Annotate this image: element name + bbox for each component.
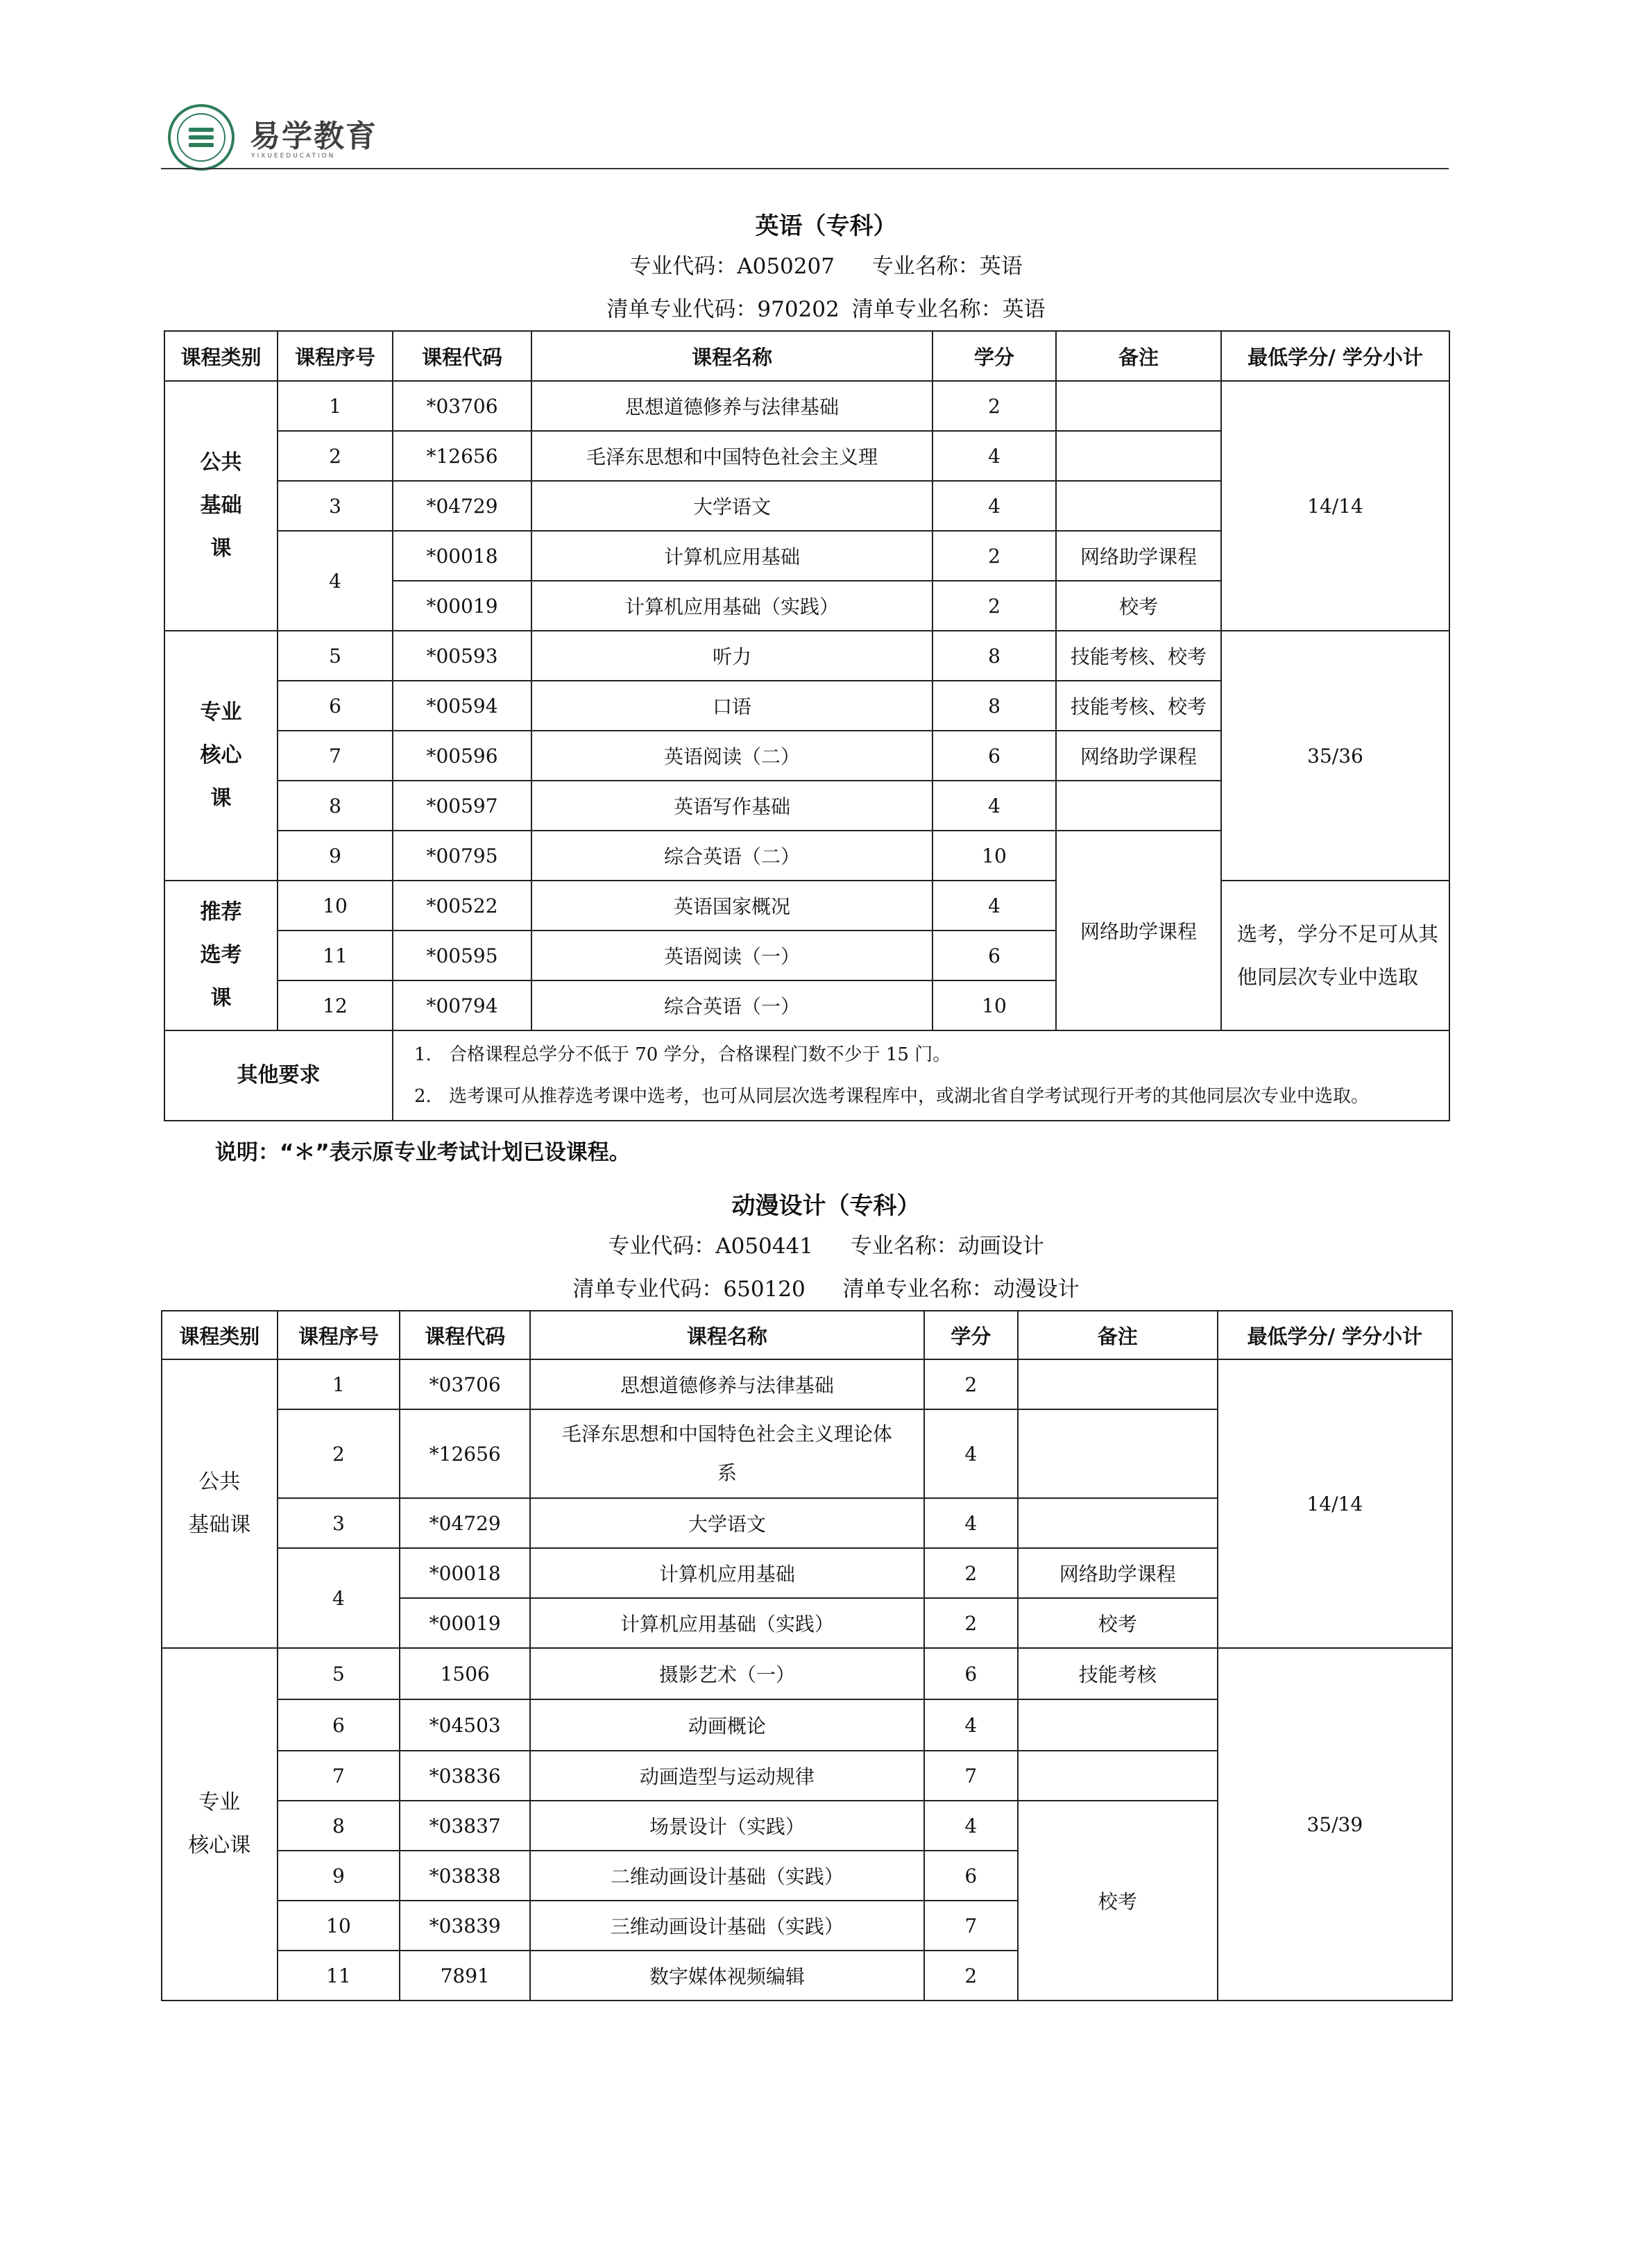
header-cell: 最低学分/ 学分小计 — [1221, 331, 1449, 381]
table-cell: 技能考核 — [1018, 1648, 1218, 1699]
table-cell: 6 — [278, 681, 393, 731]
cell-text: 他同层次专业中选取 — [1237, 965, 1419, 989]
other-label: 其他要求 — [164, 1030, 393, 1121]
cell-text: 毛泽东思想和中国特色社会主义理论体 — [561, 1423, 892, 1445]
table-cell: 8 — [278, 781, 393, 831]
table-cell: 综合英语（二） — [531, 831, 933, 881]
table-cell: 4 — [278, 531, 393, 631]
table-cell: 3 — [278, 1498, 400, 1548]
header-divider — [161, 168, 1449, 169]
table-row — [162, 1359, 1452, 1409]
header-cell: 课程名称 — [531, 331, 933, 381]
table-cell: 毛泽东思想和中国特色社会主义理 — [531, 431, 933, 481]
category-elective — [164, 881, 278, 1030]
table-cell: 7 — [278, 731, 393, 781]
table-cell: *00595 — [393, 931, 531, 980]
header-cell: 课程代码 — [393, 331, 531, 381]
english-major-info — [0, 248, 1652, 280]
table-cell: 6 — [933, 731, 1056, 781]
table-cell — [1056, 481, 1221, 531]
cell-text: 推荐 — [200, 900, 242, 924]
table-cell: 校考 — [1056, 581, 1221, 631]
english-major-name: 专业名称：英语 — [871, 254, 1023, 279]
remark-note: 说明：“＊”表示原专业考试计划已设课程。 — [215, 1140, 631, 1165]
header-cell: 课程代码 — [400, 1311, 530, 1359]
other-requirements — [393, 1030, 1449, 1121]
category-core — [164, 631, 278, 881]
header-cell: 课程类别 — [164, 331, 278, 381]
header-cell: 学分 — [933, 331, 1056, 381]
header-cell: 课程名称 — [530, 1311, 923, 1359]
english-major-code: 专业代码：A050207 — [629, 254, 835, 279]
cell-text — [414, 1076, 1442, 1117]
table-cell: 11 — [278, 931, 393, 980]
table-cell: *03838 — [400, 1851, 530, 1901]
cell-text: 公共 — [198, 1470, 241, 1494]
header-cell: 课程序号 — [278, 1311, 400, 1359]
table-cell: *04729 — [393, 481, 531, 531]
table-cell: 7 — [278, 1751, 400, 1801]
table-cell: *00795 — [393, 831, 531, 881]
table-cell: *12656 — [400, 1409, 530, 1498]
category-public — [164, 381, 278, 631]
table-cell — [1018, 1699, 1218, 1751]
table-cell: 8 — [933, 681, 1056, 731]
english-list-name: 清单专业名称：英语 — [851, 297, 1046, 322]
table-cell: 数字媒体视频编辑 — [530, 1951, 923, 2001]
table-cell: 二维动画设计基础（实践） — [530, 1851, 923, 1901]
table-cell: *00596 — [393, 731, 531, 781]
table-cell — [1018, 1359, 1218, 1409]
page-header — [161, 96, 1451, 169]
table-cell: *03836 — [400, 1751, 530, 1801]
table-cell: 2 — [933, 581, 1056, 631]
table-cell: *03837 — [400, 1801, 530, 1851]
table-row — [164, 881, 1449, 931]
brand-logo-icon — [167, 103, 236, 172]
table-cell: *00522 — [393, 881, 531, 931]
animation-title: 动漫设计（专科） — [731, 1192, 921, 1220]
table-cell: 2 — [924, 1951, 1018, 2001]
table-cell — [1056, 381, 1221, 431]
table-cell: 7 — [924, 1901, 1018, 1951]
subtotal-public: 14/14 — [1221, 381, 1449, 631]
table-cell: 口语 — [531, 681, 933, 731]
cell-text: 2. — [414, 1086, 432, 1107]
table-cell: 6 — [933, 931, 1056, 980]
table-cell: 英语写作基础 — [531, 781, 933, 831]
table-cell: *04729 — [400, 1498, 530, 1548]
table-cell: 英语阅读（二） — [531, 731, 933, 781]
header-cell: 课程序号 — [278, 331, 393, 381]
table-cell: 校考 — [1018, 1598, 1218, 1648]
table-cell: 8 — [278, 1801, 400, 1851]
header-cell: 课程类别 — [162, 1311, 278, 1359]
english-title: 英语（专科） — [755, 212, 897, 240]
table-cell: 10 — [278, 881, 393, 931]
table-cell: 动画造型与运动规律 — [530, 1751, 923, 1801]
brand-subtitle: YIXUEEDUCATION — [251, 153, 336, 160]
table-cell: 2 — [924, 1548, 1018, 1598]
table-cell: 1506 — [400, 1648, 530, 1699]
table-row — [164, 631, 1449, 681]
table-cell: 网络助学课程 — [1018, 1548, 1218, 1598]
table-cell: 场景设计（实践） — [530, 1801, 923, 1851]
table-cell: 4 — [933, 881, 1056, 931]
table-cell: 2 — [933, 381, 1056, 431]
cell-text: 选考 — [200, 943, 242, 967]
header-cell: 备注 — [1056, 331, 1221, 381]
table-cell: 网络助学课程 — [1056, 531, 1221, 581]
table-cell — [1018, 1409, 1218, 1498]
table-cell: 10 — [933, 831, 1056, 881]
header-cell: 最低学分/ 学分小计 — [1218, 1311, 1452, 1359]
table-cell — [1056, 431, 1221, 481]
table-cell: 9 — [278, 1851, 400, 1901]
table-cell: 4 — [933, 481, 1056, 531]
cell-text: 专业 — [198, 1790, 241, 1815]
table-cell: 2 — [278, 1409, 400, 1498]
table-cell: 大学语文 — [531, 481, 933, 531]
table-cell: 10 — [933, 980, 1056, 1030]
subtotal-public: 14/14 — [1218, 1359, 1452, 1648]
table-cell: *03839 — [400, 1901, 530, 1951]
cell-text: 课 — [210, 986, 232, 1010]
cell-text: 课 — [210, 786, 232, 810]
cell-text: 基础 — [200, 493, 242, 518]
table-cell: 大学语文 — [530, 1498, 923, 1548]
table-cell — [1018, 1498, 1218, 1548]
cell-text: 基础课 — [188, 1513, 251, 1537]
table-cell: 7 — [924, 1751, 1018, 1801]
table-cell: 计算机应用基础（实践） — [530, 1598, 923, 1648]
table-row — [162, 1648, 1452, 1699]
animation-course-table — [161, 1310, 1453, 2001]
cell-text: 课 — [210, 536, 232, 561]
table-cell — [530, 1409, 923, 1498]
subtotal-core: 35/39 — [1218, 1648, 1452, 2001]
animation-major-code: 专业代码：A050441 — [608, 1234, 813, 1259]
table-cell: 听力 — [531, 631, 933, 681]
table-cell: 9 — [278, 831, 393, 881]
table-cell: 三维动画设计基础（实践） — [530, 1901, 923, 1951]
table-cell: 12 — [278, 980, 393, 1030]
table-cell: 4 — [278, 1548, 400, 1648]
english-list-info — [0, 291, 1652, 323]
table-cell: 技能考核、校考 — [1056, 631, 1221, 681]
remark-merged: 校考 — [1018, 1801, 1218, 2001]
table-cell: *03706 — [393, 381, 531, 431]
table-cell — [1056, 781, 1221, 831]
table-cell: 2 — [924, 1359, 1018, 1409]
table-cell: 技能考核、校考 — [1056, 681, 1221, 731]
table-header-row — [164, 331, 1449, 381]
table-cell: 4 — [933, 431, 1056, 481]
table-cell: *03706 — [400, 1359, 530, 1409]
remark-merged: 网络助学课程 — [1056, 831, 1221, 1030]
english-list-code: 清单专业代码：970202 — [606, 297, 840, 322]
elective-note — [1221, 881, 1449, 1030]
animation-major-info — [0, 1228, 1652, 1259]
animation-list-info — [0, 1271, 1652, 1302]
cell-text: 核心课 — [188, 1833, 251, 1858]
table-cell: 5 — [278, 1648, 400, 1699]
cell-text — [414, 1034, 1442, 1076]
brand-name: 易学教育 — [250, 119, 377, 154]
table-cell: 综合英语（一） — [531, 980, 933, 1030]
table-cell: 2 — [933, 531, 1056, 581]
table-cell: 6 — [278, 1699, 400, 1751]
table-cell: 动画概论 — [530, 1699, 923, 1751]
table-cell: 计算机应用基础（实践） — [531, 581, 933, 631]
table-cell: 5 — [278, 631, 393, 681]
header-cell: 备注 — [1018, 1311, 1218, 1359]
table-cell: 1 — [278, 1359, 400, 1409]
table-cell: 4 — [924, 1801, 1018, 1851]
subtotal-core: 35/36 — [1221, 631, 1449, 881]
table-cell: 英语国家概况 — [531, 881, 933, 931]
cell-text: 核心 — [200, 743, 242, 767]
cell-text: 公共 — [200, 450, 242, 475]
cell-text: 选考课可从推荐选考课中选考，也可从同层次选考课程库中，或湖北省自学考试现行开考的其他同层次专业中选取。 — [449, 1086, 1370, 1107]
animation-list-name: 清单专业名称：动漫设计 — [842, 1277, 1080, 1302]
table-cell: 计算机应用基础 — [530, 1548, 923, 1598]
table-cell: 4 — [924, 1699, 1018, 1751]
table-cell: 6 — [924, 1648, 1018, 1699]
cell-text: 专业 — [200, 700, 242, 724]
table-cell: *00794 — [393, 980, 531, 1030]
table-cell: 8 — [933, 631, 1056, 681]
table-cell: 1 — [278, 381, 393, 431]
table-cell: *00019 — [393, 581, 531, 631]
table-cell: *00019 — [400, 1598, 530, 1648]
table-cell: 4 — [924, 1409, 1018, 1498]
header-cell: 学分 — [924, 1311, 1018, 1359]
table-cell: 10 — [278, 1901, 400, 1951]
table-cell: 网络助学课程 — [1056, 731, 1221, 781]
table-cell: 计算机应用基础 — [531, 531, 933, 581]
table-cell: 2 — [924, 1598, 1018, 1648]
table-cell: 2 — [278, 431, 393, 481]
other-requirements-row — [164, 1030, 1449, 1121]
table-cell — [1018, 1751, 1218, 1801]
table-cell: 6 — [924, 1851, 1018, 1901]
cell-text: 系 — [717, 1461, 737, 1484]
table-cell: *00018 — [393, 531, 531, 581]
table-row — [164, 381, 1449, 431]
category-core — [162, 1648, 278, 2001]
table-header-row — [162, 1311, 1452, 1359]
table-cell: 思想道德修养与法律基础 — [531, 381, 933, 431]
table-cell: 摄影艺术（一） — [530, 1648, 923, 1699]
table-cell: 11 — [278, 1951, 400, 2001]
animation-list-code: 清单专业代码：650120 — [572, 1277, 806, 1302]
table-cell: 英语阅读（一） — [531, 931, 933, 980]
table-cell: 7891 — [400, 1951, 530, 2001]
category-public — [162, 1359, 278, 1648]
cell-text: 1. — [414, 1044, 432, 1065]
table-cell: *00597 — [393, 781, 531, 831]
cell-text: 选考，学分不足可从其 — [1237, 922, 1439, 946]
table-cell: 3 — [278, 481, 393, 531]
table-cell: *00018 — [400, 1548, 530, 1598]
cell-text: 合格课程总学分不低于 70 学分，合格课程门数不少于 15 门。 — [449, 1044, 951, 1065]
table-cell: *04503 — [400, 1699, 530, 1751]
table-cell: *12656 — [393, 431, 531, 481]
english-course-table — [164, 330, 1450, 1121]
table-cell: *00593 — [393, 631, 531, 681]
table-cell: 4 — [933, 781, 1056, 831]
table-cell: 思想道德修养与法律基础 — [530, 1359, 923, 1409]
table-cell: 4 — [924, 1498, 1018, 1548]
table-cell: *00594 — [393, 681, 531, 731]
animation-major-name: 专业名称：动画设计 — [850, 1234, 1044, 1259]
